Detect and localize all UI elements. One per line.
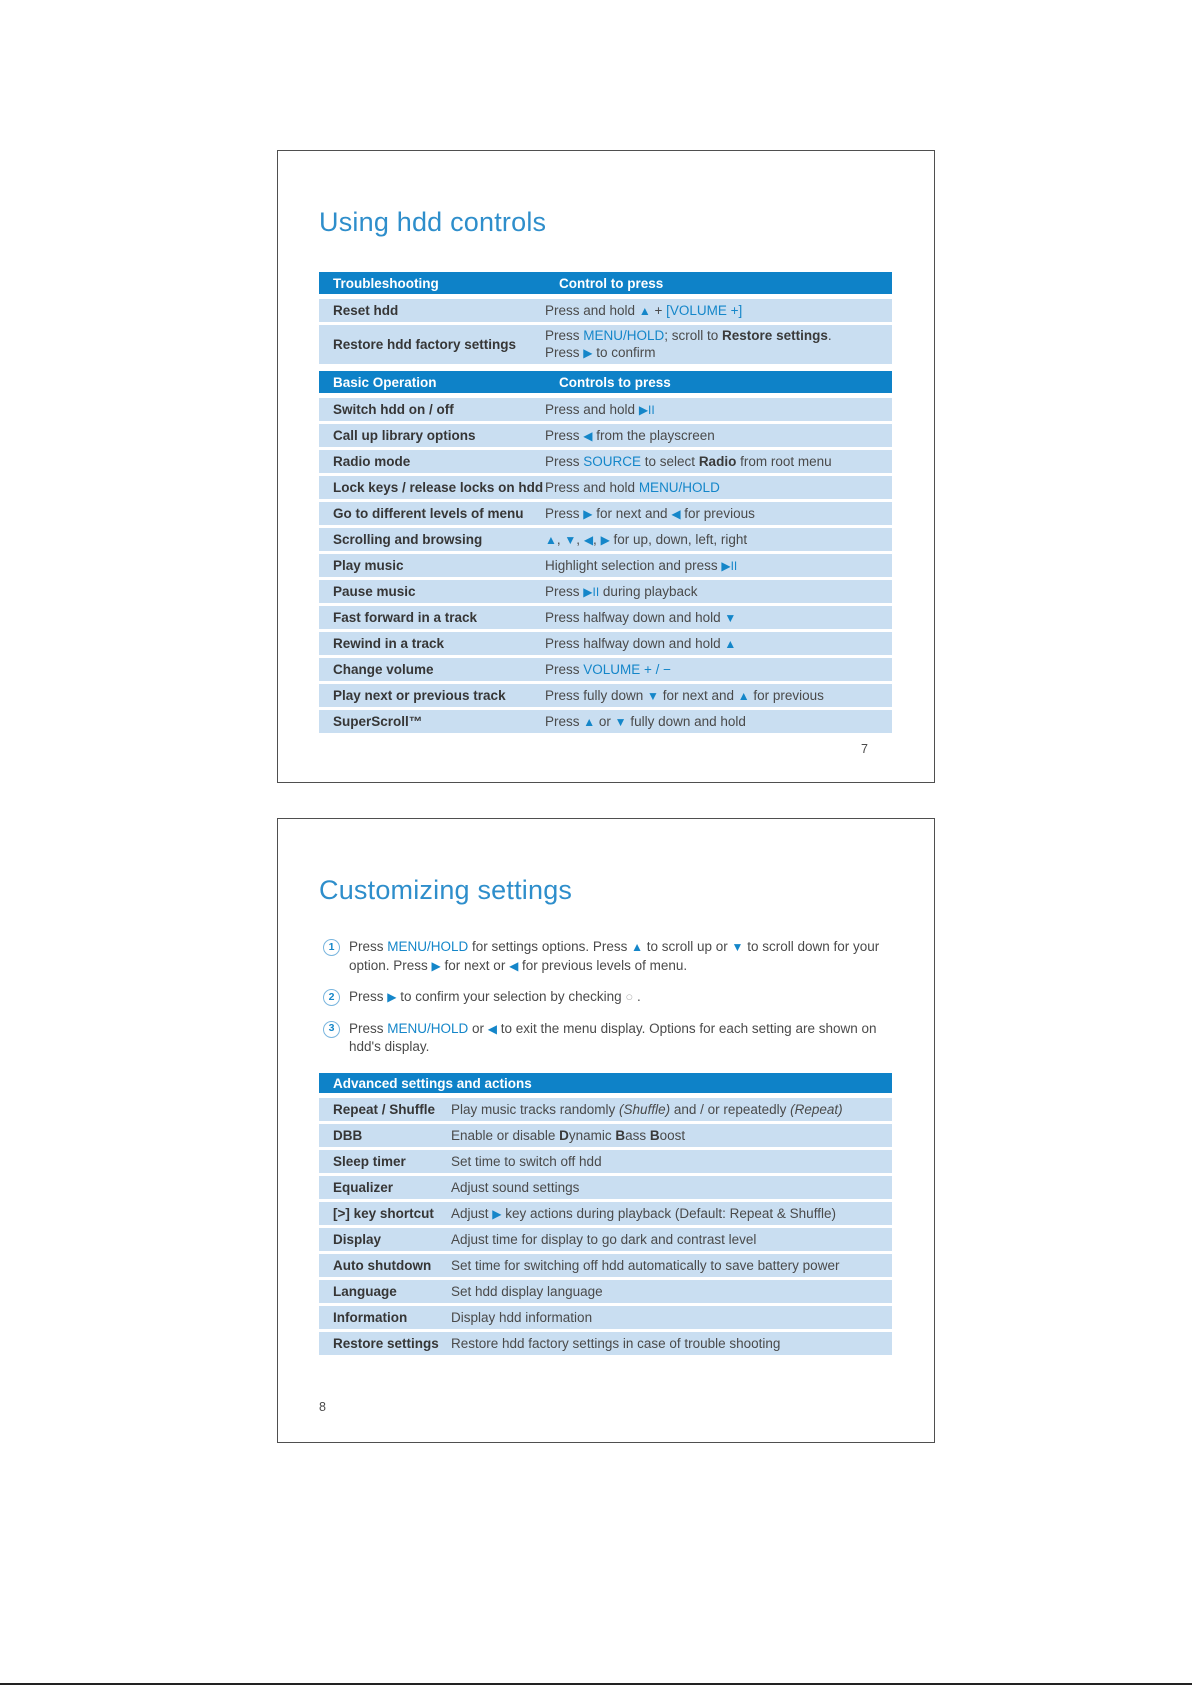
text-segment: and / or repeatedly <box>670 1102 791 1117</box>
control-arrow-icon: ▶ <box>583 506 593 521</box>
row-label: Repeat / Shuffle <box>333 1102 436 1117</box>
text-segment: Press <box>545 427 584 443</box>
text-segment: Press and hold <box>545 302 639 318</box>
row-value <box>451 1101 892 1118</box>
page-title-using-hdd-controls: Using hdd controls <box>319 207 547 237</box>
table-header <box>319 272 892 294</box>
text-segment: Adjust time for display to go dark and contrast level <box>451 1232 757 1247</box>
settings-steps <box>323 938 889 1069</box>
table-row <box>319 606 892 629</box>
table-row <box>319 684 892 707</box>
text-segment: Press <box>545 454 584 469</box>
manual-page-8 <box>277 818 935 1443</box>
text-segment: Press halfway down and hold <box>545 635 725 651</box>
text-segment: to confirm <box>592 345 656 360</box>
table-row <box>319 450 892 473</box>
text-segment: or <box>595 713 615 729</box>
row-value <box>451 1335 892 1352</box>
keyword-text: MENU/HOLD <box>387 939 469 954</box>
table-row <box>319 1176 892 1199</box>
text-segment: Set time to switch off hdd <box>451 1154 602 1169</box>
table-header <box>319 1073 892 1093</box>
text-segment: Set hdd display language <box>451 1284 603 1299</box>
table-section <box>319 272 892 364</box>
row-label: Play next or previous track <box>333 688 506 703</box>
text-segment: Play music tracks randomly <box>451 1102 620 1117</box>
row-label: Fast forward in a track <box>333 610 478 625</box>
row-label: Auto shutdown <box>333 1258 432 1273</box>
step-number-badge: 1 <box>323 939 340 956</box>
keyword-text: SOURCE <box>583 454 642 469</box>
row-label: [>] key shortcut <box>333 1206 434 1221</box>
control-arrow-icon: ▶ <box>600 532 610 547</box>
row-value <box>545 453 892 470</box>
text-segment: (Shuffle) <box>619 1102 671 1117</box>
control-arrow-icon: ▼ <box>614 714 627 729</box>
text-segment: Press <box>349 1020 388 1036</box>
control-arrow-icon: ▶ <box>387 990 397 1004</box>
control-arrow-icon: ▶II <box>583 584 600 599</box>
text-segment: Press <box>545 505 584 521</box>
row-label: Language <box>333 1284 397 1299</box>
row-label: Radio mode <box>333 454 411 469</box>
text-segment: for previous levels of menu. <box>518 957 688 973</box>
control-arrow-icon: ▲ <box>583 714 596 729</box>
step-text <box>349 938 889 975</box>
control-arrow-icon: ▼ <box>731 940 744 954</box>
advanced-settings-table <box>319 1073 892 1358</box>
row-label: Restore hdd factory settings <box>333 337 517 352</box>
table-row <box>319 424 892 447</box>
text-segment: Set time for switching off hdd automatically to save battery power <box>451 1258 840 1273</box>
row-label: Rewind in a track <box>333 636 445 651</box>
control-arrow-icon: ◀ <box>509 958 519 973</box>
table-row <box>319 1098 892 1121</box>
table-row <box>319 398 892 421</box>
table-row <box>319 554 892 577</box>
text-segment: to scroll up or <box>643 939 732 954</box>
table-header-right: Control to press <box>559 275 664 291</box>
row-label: Restore settings <box>333 1336 439 1351</box>
table-header-left: Basic Operation <box>333 374 437 390</box>
row-value <box>451 1257 892 1274</box>
row-value <box>545 609 892 627</box>
text-segment: from root menu <box>736 454 832 469</box>
text-segment: to confirm your selection by checking <box>396 989 626 1004</box>
table-row <box>319 476 892 499</box>
table-row <box>319 299 892 322</box>
page-number: 7 <box>861 742 868 756</box>
row-value <box>451 1231 892 1248</box>
table-row <box>319 658 892 681</box>
row-value <box>545 557 892 575</box>
control-arrow-icon: ◀ <box>583 428 593 443</box>
control-arrow-icon: ▶ <box>431 958 441 973</box>
table-section <box>319 1073 892 1355</box>
text-segment: Press and hold <box>545 480 639 495</box>
text-segment: oost <box>659 1128 686 1143</box>
text-segment: Press <box>545 713 584 729</box>
row-value <box>545 713 892 731</box>
text-segment: or <box>468 1020 488 1036</box>
text-segment: Press <box>545 345 584 360</box>
row-value <box>451 1127 892 1144</box>
text-segment: , <box>576 531 584 547</box>
row-label: Equalizer <box>333 1180 394 1195</box>
row-value <box>451 1179 892 1196</box>
text-segment: Press halfway down and hold <box>545 609 725 625</box>
keyword-text: [VOLUME +] <box>666 302 743 318</box>
instruction-step <box>323 938 889 975</box>
keyword-text: VOLUME + / − <box>583 662 672 677</box>
control-arrow-icon: ▼ <box>724 610 737 625</box>
row-label: Scrolling and browsing <box>333 532 483 547</box>
row-value <box>545 583 892 601</box>
table-section <box>319 371 892 733</box>
step-number-badge: 2 <box>323 989 340 1006</box>
text-segment: (Repeat) <box>790 1102 843 1117</box>
row-value <box>545 505 892 523</box>
row-value <box>545 401 892 419</box>
row-value <box>545 327 892 362</box>
row-label: Information <box>333 1310 408 1325</box>
text-segment: to exit the menu display. Options for each setting are shown on hdd's display. <box>349 1020 877 1054</box>
text-segment: Highlight selection and press <box>545 557 722 573</box>
row-value <box>451 1153 892 1170</box>
table-row <box>319 632 892 655</box>
text-segment: fully down and hold <box>626 713 746 729</box>
table-header-left: Troubleshooting <box>333 275 439 291</box>
page-title-customizing-settings: Customizing settings <box>319 875 573 905</box>
row-value <box>545 661 892 678</box>
text-segment: for settings options. Press <box>468 939 632 954</box>
row-label: Sleep timer <box>333 1154 406 1169</box>
table-row <box>319 1254 892 1277</box>
instruction-step <box>323 1020 889 1056</box>
control-arrow-icon: ▶II <box>721 558 738 573</box>
table-header <box>319 371 892 393</box>
text-segment: to scroll down for your option. Press <box>349 939 880 973</box>
text-segment: Display hdd information <box>451 1310 593 1325</box>
row-value <box>451 1205 892 1223</box>
step-number-badge: 3 <box>323 1021 340 1038</box>
control-arrow-icon: ▼ <box>647 688 659 703</box>
control-arrow-icon: ▲ <box>631 940 643 954</box>
control-arrow-icon: ▶ <box>492 1206 502 1221</box>
text-segment: Press <box>349 989 388 1004</box>
text-segment: Press <box>545 583 584 599</box>
table-row <box>319 580 892 603</box>
control-arrow-icon: ▲ <box>638 303 651 318</box>
text-segment: Restore hdd factory settings in case of trouble shooting <box>451 1336 781 1351</box>
table-row <box>319 325 892 364</box>
control-arrow-icon: ▲ <box>724 636 737 651</box>
text-segment: Adjust sound settings <box>451 1180 580 1195</box>
step-text <box>349 988 889 1007</box>
row-label: SuperScroll™ <box>333 714 423 729</box>
text-segment: Press <box>545 662 584 677</box>
text-segment: Adjust <box>451 1205 493 1221</box>
text-segment: Press fully down <box>545 687 648 703</box>
row-value <box>545 635 892 653</box>
text-segment: . <box>633 989 641 1004</box>
text-segment: Press <box>349 939 388 954</box>
text-segment: , <box>556 531 565 547</box>
keyword-text: MENU/HOLD <box>638 480 720 495</box>
text-segment: for next and <box>592 505 672 521</box>
text-segment: from the playscreen <box>592 427 715 443</box>
step-text <box>349 1020 889 1056</box>
control-arrow-icon: ▼ <box>564 532 577 547</box>
text-segment: Restore settings <box>722 328 828 343</box>
text-segment: . <box>827 328 832 343</box>
row-label: Pause music <box>333 584 416 599</box>
row-label: Switch hdd on / off <box>333 402 454 417</box>
text-segment: D <box>559 1128 569 1143</box>
text-segment: for next or <box>440 957 510 973</box>
row-label: Reset hdd <box>333 303 399 318</box>
table-row <box>319 502 892 525</box>
text-segment: Press <box>545 328 584 343</box>
row-value <box>545 427 892 445</box>
text-segment: ; scroll to <box>664 328 723 343</box>
table-header-right: Controls to press <box>559 374 671 390</box>
table-row <box>319 528 892 551</box>
table-row <box>319 1332 892 1355</box>
keyword-text: MENU/HOLD <box>583 328 665 343</box>
text-segment: Enable or disable <box>451 1128 560 1143</box>
row-label: Change volume <box>333 662 434 677</box>
text-segment: to select <box>641 454 699 469</box>
control-arrow-icon: ◀ <box>487 1021 498 1036</box>
control-arrow-icon: ▶II <box>638 402 655 417</box>
text-segment: ass <box>625 1128 650 1143</box>
check-circle-icon: ○ <box>625 989 634 1004</box>
control-arrow-icon: ◀ <box>671 506 681 521</box>
row-label: Display <box>333 1232 382 1247</box>
table-row <box>319 1306 892 1329</box>
table-row <box>319 1228 892 1251</box>
text-segment: during playback <box>599 583 698 599</box>
text-segment: , <box>593 531 601 547</box>
control-arrow-icon: ▶ <box>583 346 593 360</box>
table-row <box>319 710 892 733</box>
manual-page-7 <box>277 150 935 783</box>
control-arrow-icon: ◀ <box>583 532 594 547</box>
text-segment: for next and <box>658 687 738 703</box>
row-label: Call up library options <box>333 428 476 443</box>
page-number: 8 <box>319 1400 326 1414</box>
controls-tables <box>319 272 892 736</box>
text-segment: for previous <box>749 687 824 703</box>
table-row <box>319 1124 892 1147</box>
text-segment: key actions during playback (Default: Repeat & Shuffle) <box>501 1205 836 1221</box>
row-value <box>545 302 892 320</box>
text-segment: B <box>615 1128 626 1143</box>
control-arrow-icon: ▲ <box>545 532 557 547</box>
instruction-step <box>323 988 889 1007</box>
text-segment: Press and hold <box>545 401 639 417</box>
table-row <box>319 1202 892 1225</box>
table-row <box>319 1280 892 1303</box>
row-value <box>545 531 892 549</box>
row-label: Play music <box>333 558 404 573</box>
text-segment: B <box>649 1128 660 1143</box>
row-label: Lock keys / release locks on hdd <box>333 480 544 495</box>
row-value <box>545 687 892 705</box>
row-label: Go to different levels of menu <box>333 506 524 521</box>
table-header-left: Advanced settings and actions <box>333 1075 532 1091</box>
control-arrow-icon: ▲ <box>737 688 750 703</box>
table-row <box>319 1150 892 1173</box>
row-value <box>451 1283 892 1300</box>
keyword-text: MENU/HOLD <box>387 1020 469 1036</box>
row-label: DBB <box>333 1128 363 1143</box>
text-segment: + <box>650 302 667 318</box>
text-segment: ynamic <box>568 1128 616 1143</box>
text-segment: for up, down, left, right <box>609 531 748 547</box>
text-segment: Radio <box>698 454 737 469</box>
text-segment: for previous <box>680 505 755 521</box>
row-value <box>545 479 892 496</box>
row-value <box>451 1309 892 1326</box>
